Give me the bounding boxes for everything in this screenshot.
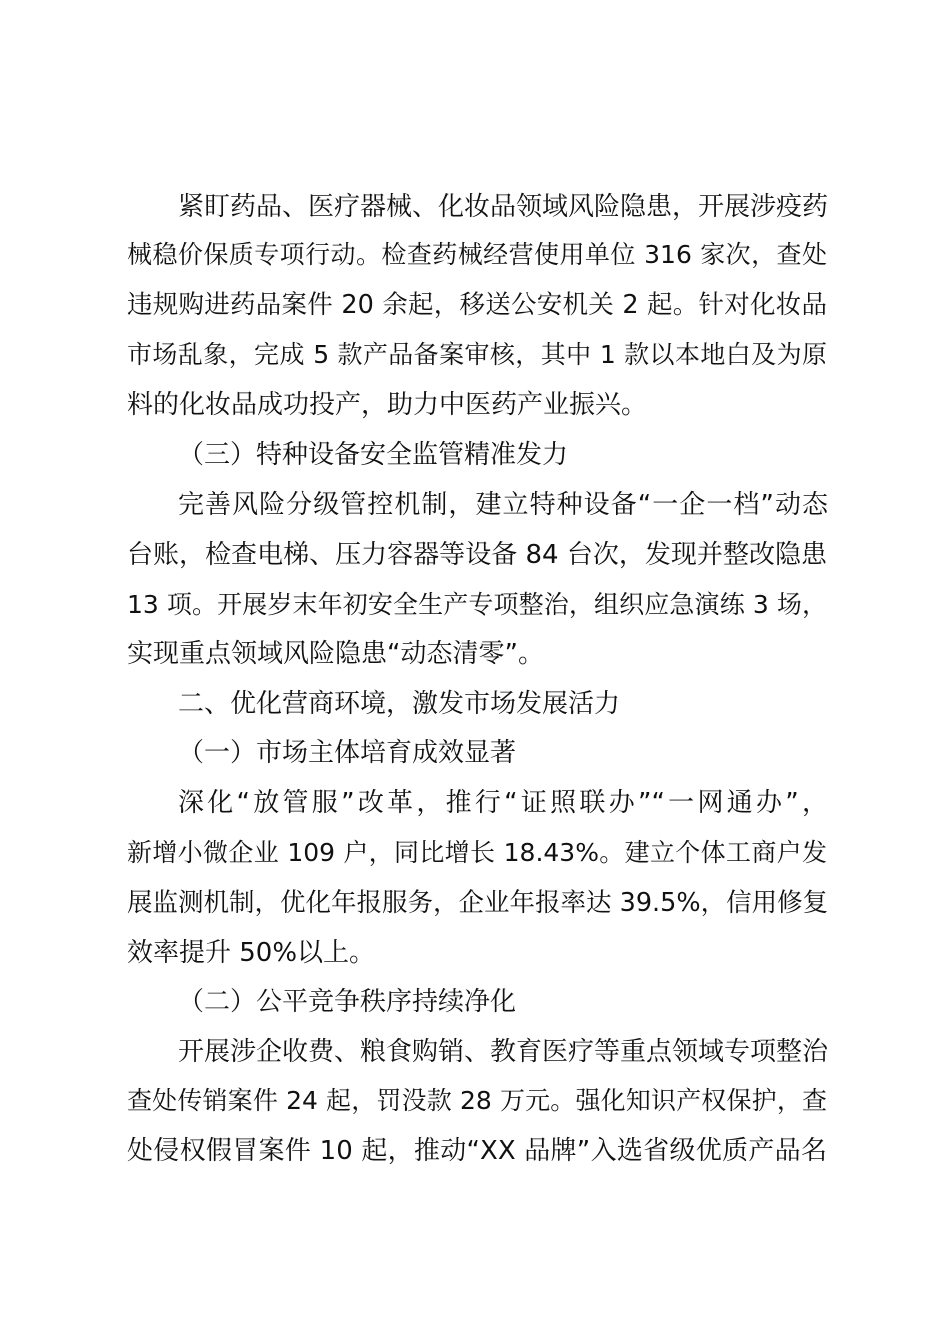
section-heading: （三）特种设备安全监管精准发力 [178, 440, 569, 470]
body-text-line: 械稳价保质专项行动。检查药械经营使用单位 316 家次，查处 [127, 240, 827, 269]
section-heading: （二）公平竞争秩序持续净化 [178, 987, 517, 1017]
body-text-line: 紧盯药品、医疗器械、化妆品领域风险隐患，开展涉疫药 [178, 192, 829, 222]
body-text-line: 完善风险分级管控机制，建立特种设备“一企一档”动态 [178, 490, 828, 520]
body-text-line: 处侵权假冒案件 10 起，推动“XX 品牌”入选省级优质产品名 [127, 1136, 827, 1166]
body-text-line: 查处传销案件 24 起，罚没款 28 万元。强化知识产权保护，查 [127, 1086, 827, 1115]
body-text-line: 开展涉企收费、粮食购销、教育医疗等重点领域专项整治 [178, 1037, 829, 1067]
body-text-line: 展监测机制，优化年报服务，企业年报率达 39.5%，信用修复 [127, 888, 829, 918]
section-heading: （一）市场主体培育成效显著 [178, 738, 517, 768]
body-text-line: 效率提升 50%以上。 [127, 938, 376, 968]
body-text-line: 13 项。开展岁末年初安全生产专项整治，组织应急演练 3 场， [127, 590, 827, 619]
body-text-line: 深化“放管服”改革，推行“证照联办”“一网通办”， [178, 788, 828, 818]
body-text-line: 台账，检查电梯、压力容器等设备 84 台次，发现并整改隐患 [127, 540, 827, 570]
body-text-line: 实现重点领域风险隐患“动态清零”。 [127, 639, 544, 669]
body-text-line: 料的化妆品成功投产，助力中医药产业振兴。 [127, 390, 648, 420]
body-text-line: 违规购进药品案件 20 余起，移送公安机关 2 起。针对化妆品 [127, 290, 827, 320]
body-text-line: 新增小微企业 109 户，同比增长 18.43%。建立个体工商户发 [127, 838, 827, 867]
body-text-line: 市场乱象，完成 5 款产品备案审核，其中 1 款以本地白及为原 [127, 340, 827, 369]
chapter-heading: 二、优化营商环境，激发市场发展活力 [178, 689, 621, 719]
